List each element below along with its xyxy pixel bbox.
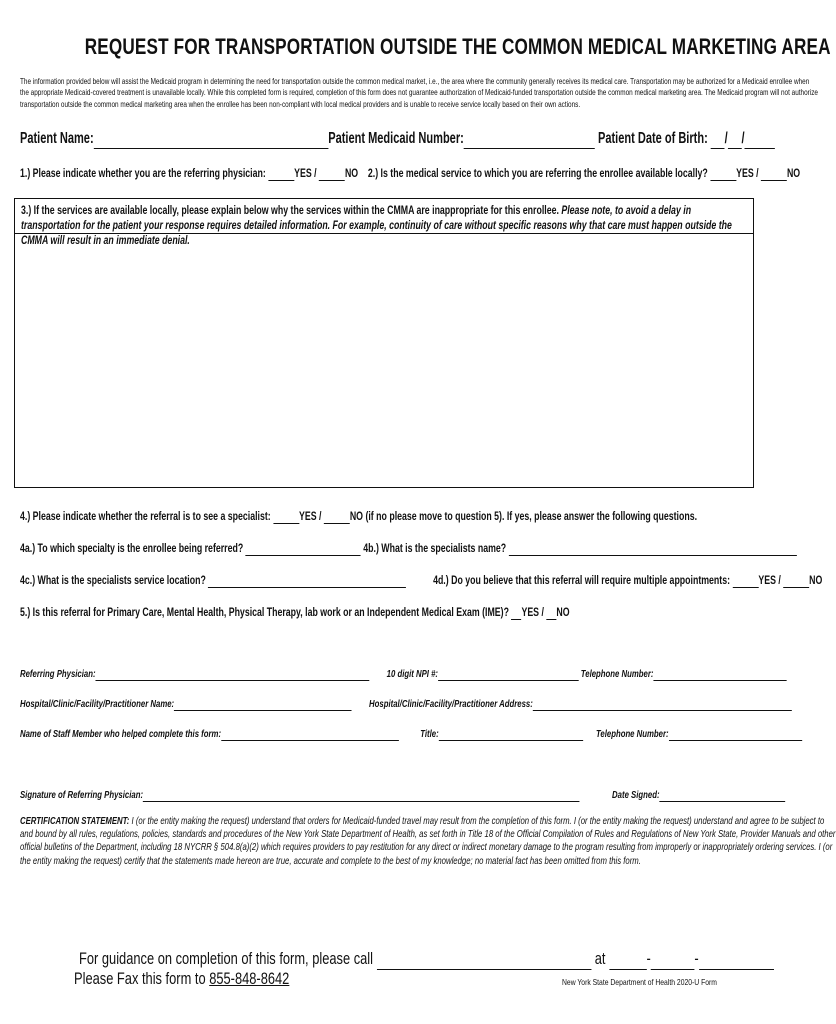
q4a-text: 4a.) To which specialty is the enrollee being referred?	[20, 541, 244, 555]
patient-medicaid-label: Patient Medicaid Number:	[328, 130, 464, 147]
patient-info-row	[20, 130, 745, 149]
certification-line: official bulletins of the Department, including 18 NYCRR § 504.8(a)(2) which requires providers to pay restitution for any direct or indirect monetary damage to the program resulting from improperly or inappropriately ordering services. I (or	[20, 842, 833, 854]
q4d-no-label: NO	[809, 573, 823, 587]
facility-address-field[interactable]	[533, 698, 792, 711]
question-4-row	[20, 509, 740, 524]
fax-row	[74, 970, 289, 989]
referring-physician-field[interactable]	[96, 668, 370, 681]
q2-text: 2.) Is the medical service to which you are referring the enrollee available locally?	[367, 166, 708, 180]
question-5-row	[20, 605, 740, 620]
facility-row	[20, 698, 792, 711]
q4a-field[interactable]	[246, 541, 361, 556]
patient-name-field[interactable]	[94, 130, 329, 149]
certification-statement	[20, 815, 836, 868]
intro-line: the appropriate Medicaid-covered treatment is unavailable locally. While this completed form is required, completion of this form does not guarantee authorization of Medicaid-funded transportation outside the common medical marketing area. The Medicaid program will not authorize	[20, 87, 818, 98]
certification-line: the entity making the request) certify that the statements made hereon are true, accurate and complete to the best of my knowledge; no material fact has been omitted from this form.	[20, 855, 641, 867]
q2-yes-label: YES /	[736, 166, 759, 180]
guidance-text: For guidance on completion of this form, please call	[79, 950, 374, 968]
dob-separator: /	[741, 130, 745, 147]
physician-signature-row	[20, 789, 785, 802]
fax-number-link[interactable]: 855-848-8642	[209, 970, 290, 988]
question-4a-4b-row	[20, 541, 740, 556]
staff-telephone-field[interactable]	[669, 728, 802, 741]
q4c-text: 4c.) What is the specialists service location?	[20, 573, 206, 587]
certification-label: CERTIFICATION STATEMENT:	[20, 816, 130, 827]
phone-separator: -	[646, 950, 651, 968]
q4b-field[interactable]	[509, 541, 797, 556]
staff-title-label: Title:	[420, 728, 439, 740]
phone-separator: -	[694, 950, 699, 968]
patient-dob-label: Patient Date of Birth:	[597, 130, 708, 147]
q1-text: 1.) Please indicate whether you are the referring physician:	[20, 166, 266, 180]
phone-area-field[interactable]	[609, 950, 646, 970]
dob-year-field[interactable]	[745, 130, 775, 149]
date-signed-label: Date Signed:	[612, 789, 660, 801]
question-3-header	[15, 199, 753, 247]
intro-line: The information provided below will assist the Medicaid program in determining the need for transportation outside the common medical market, i.e., the area where the community generally receives its medical care. Transportation may be authorized for a Medicaid enrollee when	[20, 76, 810, 86]
physician-signature-field[interactable]	[143, 789, 580, 802]
q4c-field[interactable]	[208, 573, 406, 588]
q1-no-blank[interactable]	[319, 166, 345, 181]
q4d-yes-blank[interactable]	[732, 573, 758, 588]
q5-no-label: NO	[556, 605, 570, 619]
q1-yes-label: YES /	[294, 166, 317, 180]
q5-yes-label: YES /	[521, 605, 544, 619]
referring-physician-row	[20, 668, 787, 681]
form-identifier: New York State Department of Health 2020-U Form	[562, 977, 717, 987]
referring-physician-label: Referring Physician:	[20, 668, 96, 680]
q5-yes-blank[interactable]	[511, 605, 521, 620]
certification-line: and bound by all rules, regulations, policies, standards and procedures of the New York State Department of Health, as set forth in Title 18 of the Official Compilation of Rules and Regulations of New York State, Provider Manuals and other	[20, 829, 836, 841]
q4b-text: 4b.) What is the specialists name?	[363, 541, 507, 555]
question-4c-4d-row	[20, 573, 823, 588]
guidance-row	[79, 950, 774, 970]
certification-line: I (or the entity making the request) understand that orders for Medicaid-funded travel may result from the completion of this form. I (or the entity making the request) understand and agree to be subject to	[129, 816, 825, 827]
facility-name-label: Hospital/Clinic/Facility/Practitioner Name:	[20, 698, 175, 710]
npi-label: 10 digit NPI #:	[386, 668, 439, 680]
q2-yes-blank[interactable]	[710, 166, 736, 181]
dob-month-field[interactable]	[711, 130, 725, 149]
physician-telephone-label: Telephone Number:	[580, 668, 654, 680]
fax-label: Please Fax this form to	[74, 970, 206, 988]
intro-paragraph	[20, 76, 818, 110]
q2-no-blank[interactable]	[761, 166, 787, 181]
guidance-at: at	[594, 950, 606, 968]
patient-medicaid-field[interactable]	[464, 130, 595, 149]
dob-separator: /	[724, 130, 728, 147]
physician-signature-label: Signature of Referring Physician:	[20, 789, 144, 801]
q3-question: 3.) If the services are available locally, please explain below why the services within the CMMA are inappropriate for this enrollee.	[21, 203, 559, 217]
q4d-no-blank[interactable]	[783, 573, 809, 588]
q4d-text: 4d.) Do you believe that this referral will require multiple appointments:	[433, 573, 731, 587]
q5-text: 5.) Is this referral for Primary Care, Mental Health, Physical Therapy, lab work or an Independent Medical Exam (IME)?	[20, 605, 509, 619]
facility-address-label: Hospital/Clinic/Facility/Practitioner Address:	[369, 698, 533, 710]
staff-member-label: Name of Staff Member who helped complete this form:	[20, 728, 222, 740]
q4-yes-blank[interactable]	[273, 509, 299, 524]
question-3-box	[14, 198, 754, 488]
q3-note: Please note, to avoid a delay in transportation for the patient your response requires detailed information. For example, continuity of care without specific reasons why that care must happen outside the CMMA will result in an immediate denial.	[21, 203, 732, 247]
physician-telephone-field[interactable]	[653, 668, 786, 681]
date-signed-field[interactable]	[660, 789, 786, 802]
guidance-contact-field[interactable]	[377, 950, 592, 970]
staff-member-field[interactable]	[221, 728, 399, 741]
staff-telephone-label: Telephone Number:	[595, 728, 669, 740]
npi-field[interactable]	[438, 668, 579, 681]
q1-no-label: NO	[344, 166, 359, 180]
dob-day-field[interactable]	[728, 130, 742, 149]
q4-no-blank[interactable]	[324, 509, 350, 524]
facility-name-field[interactable]	[174, 698, 352, 711]
q4d-yes-label: YES /	[758, 573, 781, 587]
q4-no-label: NO (if no please move to question 5). If yes, please answer the following questions.	[349, 509, 698, 523]
phone-prefix-field[interactable]	[651, 950, 695, 970]
question-3-response-area[interactable]	[15, 235, 753, 487]
intro-line: transportation outside the common medical marketing area when the enrollee has been non-compliant with local medical providers and is unable to receive service locally based on their own actions.	[20, 98, 581, 109]
patient-name-label: Patient Name:	[20, 130, 94, 147]
phone-line-field[interactable]	[699, 950, 774, 970]
staff-row	[20, 728, 802, 741]
q1-yes-blank[interactable]	[268, 166, 294, 181]
q4-yes-label: YES /	[299, 509, 322, 523]
staff-title-field[interactable]	[439, 728, 583, 741]
q2-no-label: NO	[786, 166, 801, 180]
q5-no-blank[interactable]	[546, 605, 556, 620]
q4-text: 4.) Please indicate whether the referral is to see a specialist:	[20, 509, 271, 523]
form-title: REQUEST FOR TRANSPORTATION OUTSIDE THE COMMON MEDICAL MARKETING AREA	[84, 34, 831, 59]
question-1-2-row	[20, 166, 801, 181]
